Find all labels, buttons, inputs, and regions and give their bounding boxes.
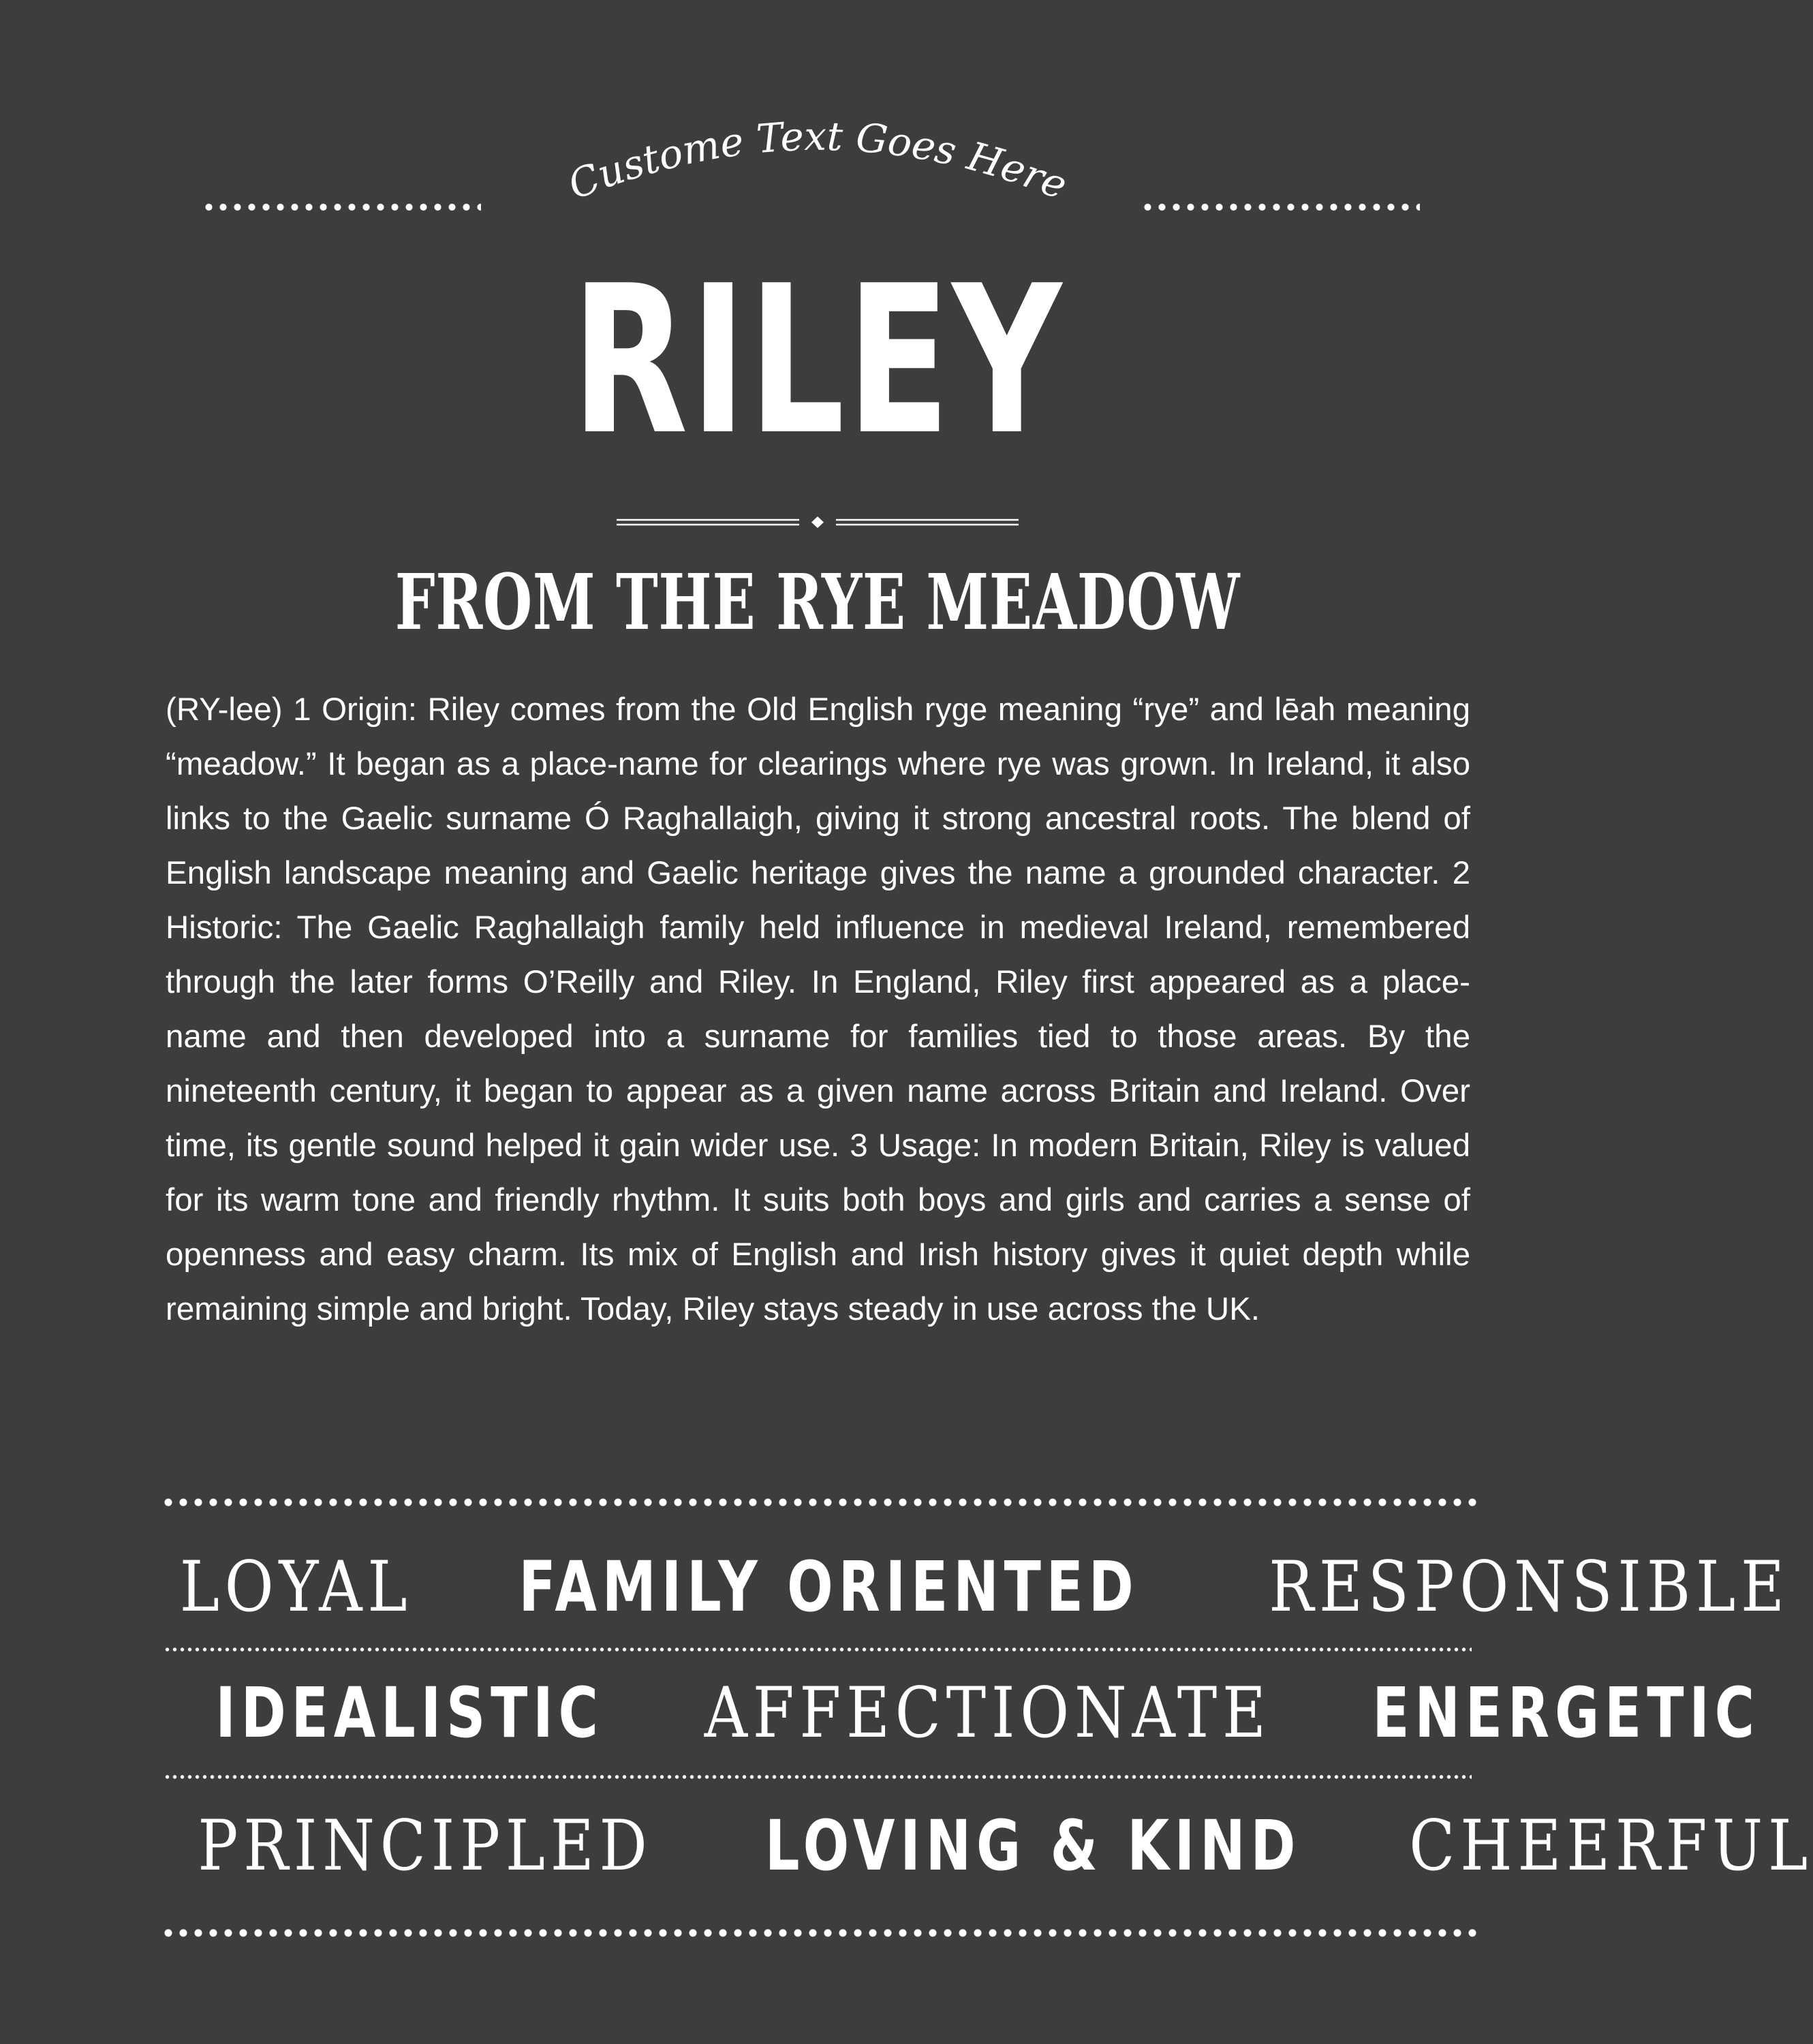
trait-row-1 [161, 1547, 1790, 1628]
name-divider [617, 514, 1019, 531]
trait-loyal: LOYAL [179, 1547, 413, 1628]
trait-row-3 [161, 1806, 1813, 1887]
trait-cheerful: CHEERFUL [1409, 1806, 1813, 1887]
custom-script-header [0, 102, 1635, 225]
traits-top-dotted-separator [161, 1496, 1480, 1508]
trait-separator-2 [164, 1774, 1472, 1780]
name-description: (RY-lee) 1 Origin: Riley comes from the Old English ryge meaning “rye” and lēah meaning “meadow.” It began as a place-name for clearings where rye was grown. In Ireland, it also links to the Gaelic surname Ó Raghallaigh, giving it strong ancestral roots. The blend of English landscape meaning and Gaelic heritage gives the name a grounded character. 2 Historic: The Gaelic Raghallaigh family held influence in medieval Ireland, remembered through the later forms O’Reilly and Riley. In England, Riley first appeared as a place-name and then developed into a surname for families tied to those areas. By the nineteenth century, it began to appear as a given name across Britain and Ireland. Over time, its gentle sound helped it gain wider use. 3 Usage: In modern Britain, Riley is valued for its warm tone and friendly rhythm. It suits both boys and girls and carries a sense of openness and easy charm. Its mix of English and Irish history gives it quiet depth while remaining simple and bright. Today, Riley stays steady in use across the UK. [166, 692, 1470, 1327]
script-header-text: Custome Text Goes Here [561, 112, 1074, 209]
trait-family-oriented: FAMILY ORIENTED [518, 1547, 1139, 1628]
trait-responsible: RESPONSIBLE [1269, 1547, 1790, 1628]
trait-loving-kind: LOVING & KIND [764, 1806, 1301, 1887]
trait-separator-1 [164, 1647, 1472, 1652]
name-meaning: FROM THE RYE MEADOW [394, 558, 1241, 647]
trait-row-2 [161, 1673, 1760, 1754]
traits-bottom-dotted-separator [161, 1927, 1480, 1939]
trait-energetic: ENERGETIC [1372, 1673, 1760, 1754]
trait-principled: PRINCIPLED [198, 1806, 653, 1887]
trait-idealistic: IDEALISTIC [215, 1673, 604, 1754]
diamond-icon [811, 516, 824, 528]
trait-affectionate: AFFECTIONATE [704, 1673, 1271, 1754]
name-title: RILEY [571, 242, 1064, 480]
